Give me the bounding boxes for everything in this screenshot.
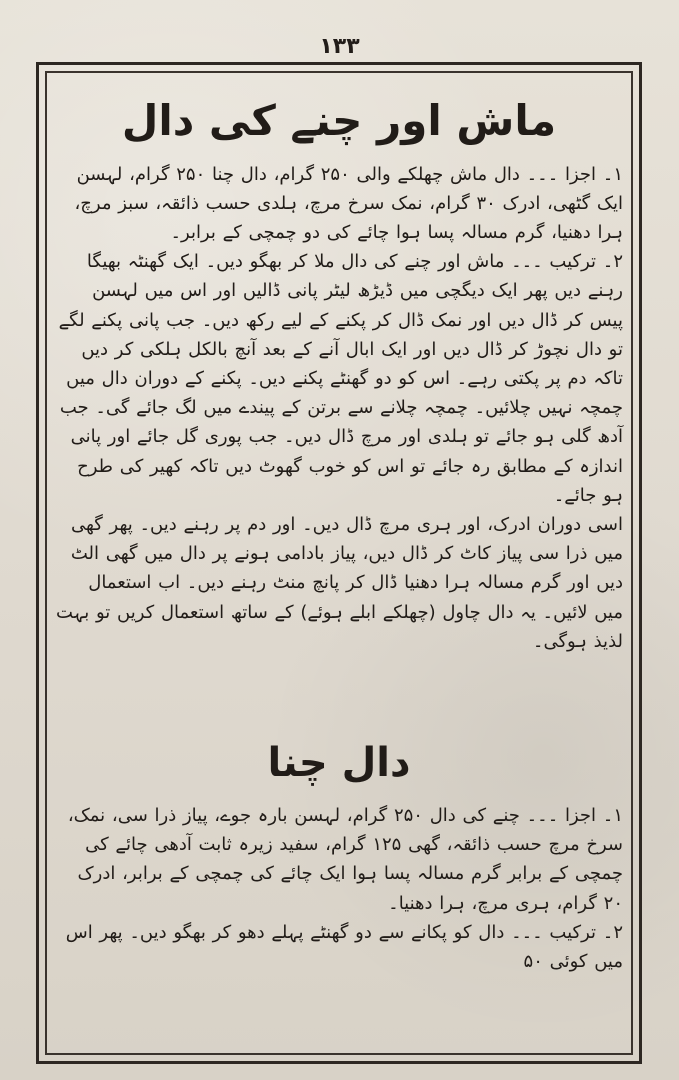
recipe-method: ۲۔ ترکیب ۔۔۔ دال کو پکانے سے دو گھنٹے پہلے دھو کر بھگو دیں۔ پھر اس میں کوئی ۵۰: [65, 921, 623, 973]
recipe-ingredients: ۱۔ اجزا ۔۔۔ دال ماش چھلکے والی ۲۵۰ گرام، دال چنا ۲۵۰ گرام، لہسن ایک گٹھی، ادرک ۳۰ گرام، نمک سرخ مرچ، ہلدی حسب ذائقہ، سبز مرچ، ہرا دھنیا، گرم مسالہ پسا ہوا چائے کی دو چمچی کے برابر۔: [74, 163, 623, 243]
recipe-method-continued: اسی دوران ادرک، اور ہری مرچ ڈال دیں۔ اور دم پر رہنے دیں۔ پھر گھی میں ذرا سی پیاز کاٹ کر ڈال دیں، پیاز بادامی ہونے پر دال میں گھی الٹ دیں اور گرم مسالہ ہرا دھنیا ڈال کر پانچ منٹ رہنے دیں۔ اب استعمال میں لائیں۔ یہ دال چاول (چھلکے ابلے ہوئے) کے ساتھ استعمال کریں تو بہت لذیذ ہوگی۔: [56, 513, 623, 652]
recipe-section-daal-chana: [55, 739, 623, 976]
recipe-method: ۲۔ ترکیب ۔۔۔ ماش اور چنے کی دال ملا کر بھگو دیں۔ ایک گھنٹہ بھیگا رہنے دیں پھر ایک دیگچی میں ڈیڑھ لیٹر پانی ڈالیں اور اس میں لہسن پیس کر ڈال دیں اور نمک ڈال کر پکنے کے لیے رکھ دیں۔ جب پانی پکنے لگے تو دال نچوڑ کر ڈال دیں اور ایک ابال آنے کے بعد آنچ بالکل ہلکی کر دیں تاکہ دم پر پکتی رہے۔ اس کو دو گھنٹے پکنے دیں۔ پکنے کے دوران دال میں چمچہ نہیں چلائیں۔ چمچہ چلانے سے برتن کے پیندے میں لگ جائے گی۔ جب آدھ گلی ہو جائے تو ہلدی اور مرچ ڈال دیں۔ جب پوری گل جائے اور پانی اندازہ کے مطابق رہ جائے تو اس کو خوب گھوٹ دیں تاکہ کھیر کی طرح ہو جائے۔: [58, 251, 623, 506]
page-number: ۱۳۳: [319, 34, 360, 59]
recipe-section-maash-chana: [55, 95, 623, 715]
recipe-title: دال چنا: [267, 740, 411, 786]
page-content: [55, 95, 623, 976]
recipe-title: ماش اور چنے کی دال: [121, 96, 557, 145]
recipe-ingredients: ۱۔ اجزا ۔۔۔ چنے کی دال ۲۵۰ گرام، لہسن بارہ جوے، پیاز ذرا سی، نمک، سرخ مرچ حسب ذائقہ، گھی ۱۲۵ گرام، سفید زیرہ ثابت آدھی چائے کی چمچی کے برابر گرم مسالہ پسا ہوا ایک چائے کی چمچی کے برابر، ادرک ۲۰ گرام، ہری مرچ، ہرا دھنیا۔: [67, 805, 623, 914]
